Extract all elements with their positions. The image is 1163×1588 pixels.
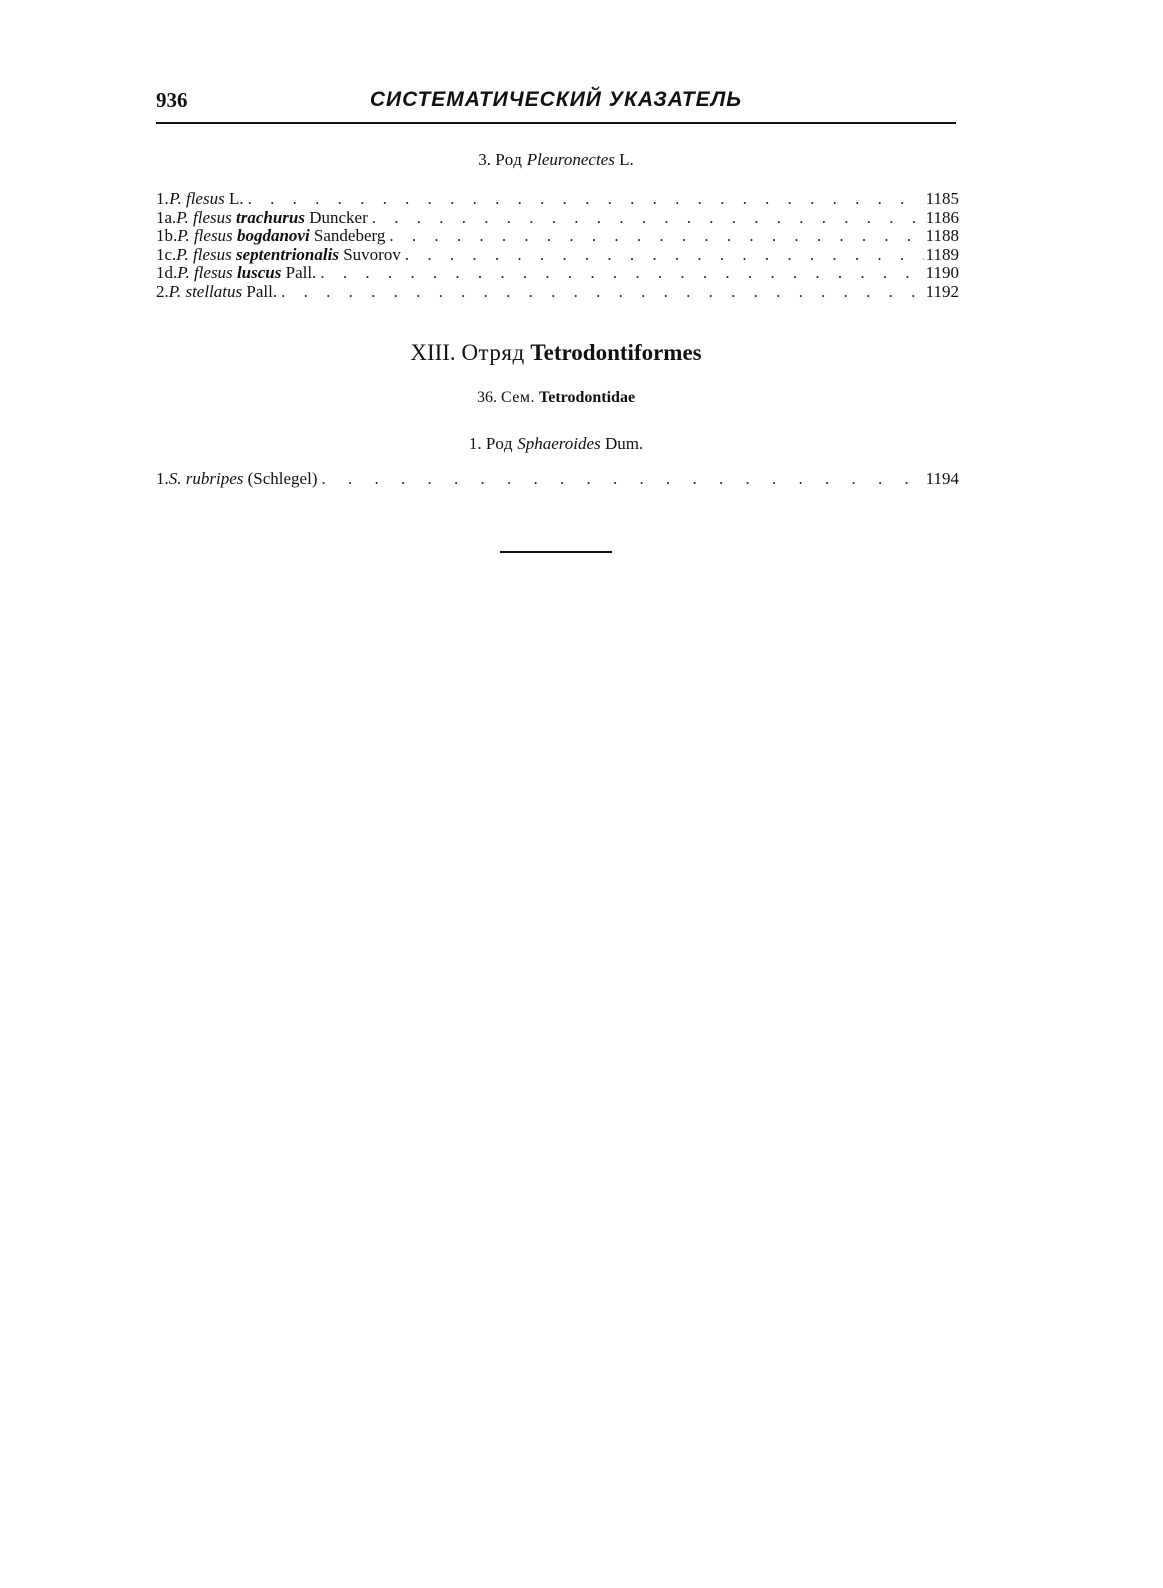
species-entry: [156, 227, 959, 246]
species-entry: [156, 190, 959, 209]
entry-number: 1a.: [156, 207, 177, 227]
entry-name: P. flesus luscus Pall.: [177, 263, 317, 283]
dot-leader: [368, 209, 924, 228]
page-number: 936: [156, 88, 188, 112]
running-title: СИСТЕМАТИЧЕСКИЙ УКАЗАТЕЛЬ: [369, 88, 743, 111]
entry-page: 1189: [925, 244, 959, 264]
entry-number: 1.: [156, 189, 169, 208]
entry-number: 1b.: [156, 226, 178, 246]
order-heading: [156, 340, 956, 366]
entry-page: 1185: [925, 189, 959, 208]
dot-leader: [317, 470, 923, 489]
genus-name: Sphaeroides: [517, 434, 601, 453]
entry-page: 1188: [925, 226, 959, 246]
species-entry: [156, 264, 959, 283]
genus-number: 3.: [478, 150, 492, 169]
order-name: Tetrodontiformes: [530, 340, 702, 365]
entry-name: S. rubripes (Schlegel): [168, 469, 318, 488]
genus-label: Род: [495, 150, 523, 169]
dot-leader: [277, 283, 924, 302]
dot-leader: [316, 264, 923, 283]
genus-heading-pleuronectes: [156, 150, 956, 170]
entry-number: 1d.: [156, 263, 178, 283]
family-heading: [156, 389, 956, 407]
entry-number: 1c.: [156, 244, 177, 264]
entry-page: 1190: [925, 263, 959, 283]
species-entry: [156, 209, 959, 228]
species-entry: [156, 246, 959, 265]
dot-leader: [244, 190, 924, 209]
entry-page: 1186: [925, 207, 959, 227]
entry-name: P. stellatus Pall.: [168, 281, 278, 301]
entry-number: 2.: [156, 281, 169, 301]
genus-heading-sphaeroides: [156, 434, 956, 454]
entry-page: 1194: [925, 469, 959, 488]
species-list-pleuronectes: [156, 190, 959, 302]
dot-leader: [401, 246, 924, 265]
entry-name: P. flesus septentrionalis Suvorov: [176, 244, 401, 264]
entry-name: P. flesus bogdanovi Sandeberg: [177, 226, 386, 246]
page-header: [156, 88, 956, 124]
genus-label: Род: [485, 434, 514, 453]
order-numeral: XIII.: [410, 340, 456, 365]
species-entry: [156, 470, 959, 489]
genus-number: 1.: [468, 434, 482, 453]
species-list-sphaeroides: [156, 470, 959, 489]
family-number: 36.: [476, 389, 497, 406]
end-rule: [500, 551, 612, 553]
species-entry: [156, 283, 959, 302]
entry-page: 1192: [925, 281, 959, 301]
family-name: Tetrodontidae: [539, 389, 636, 406]
family-label: Сем.: [500, 389, 536, 406]
genus-author: Dum.: [604, 434, 644, 453]
genus-name: Pleuronectes: [526, 150, 615, 169]
dot-leader: [385, 227, 923, 246]
entry-name: P. flesus trachurus Duncker: [176, 207, 368, 227]
order-label: Отряд: [461, 340, 525, 365]
genus-author: L.: [619, 150, 634, 169]
entry-name: P. flesus L.: [169, 189, 244, 208]
entry-number: 1.: [156, 469, 169, 488]
